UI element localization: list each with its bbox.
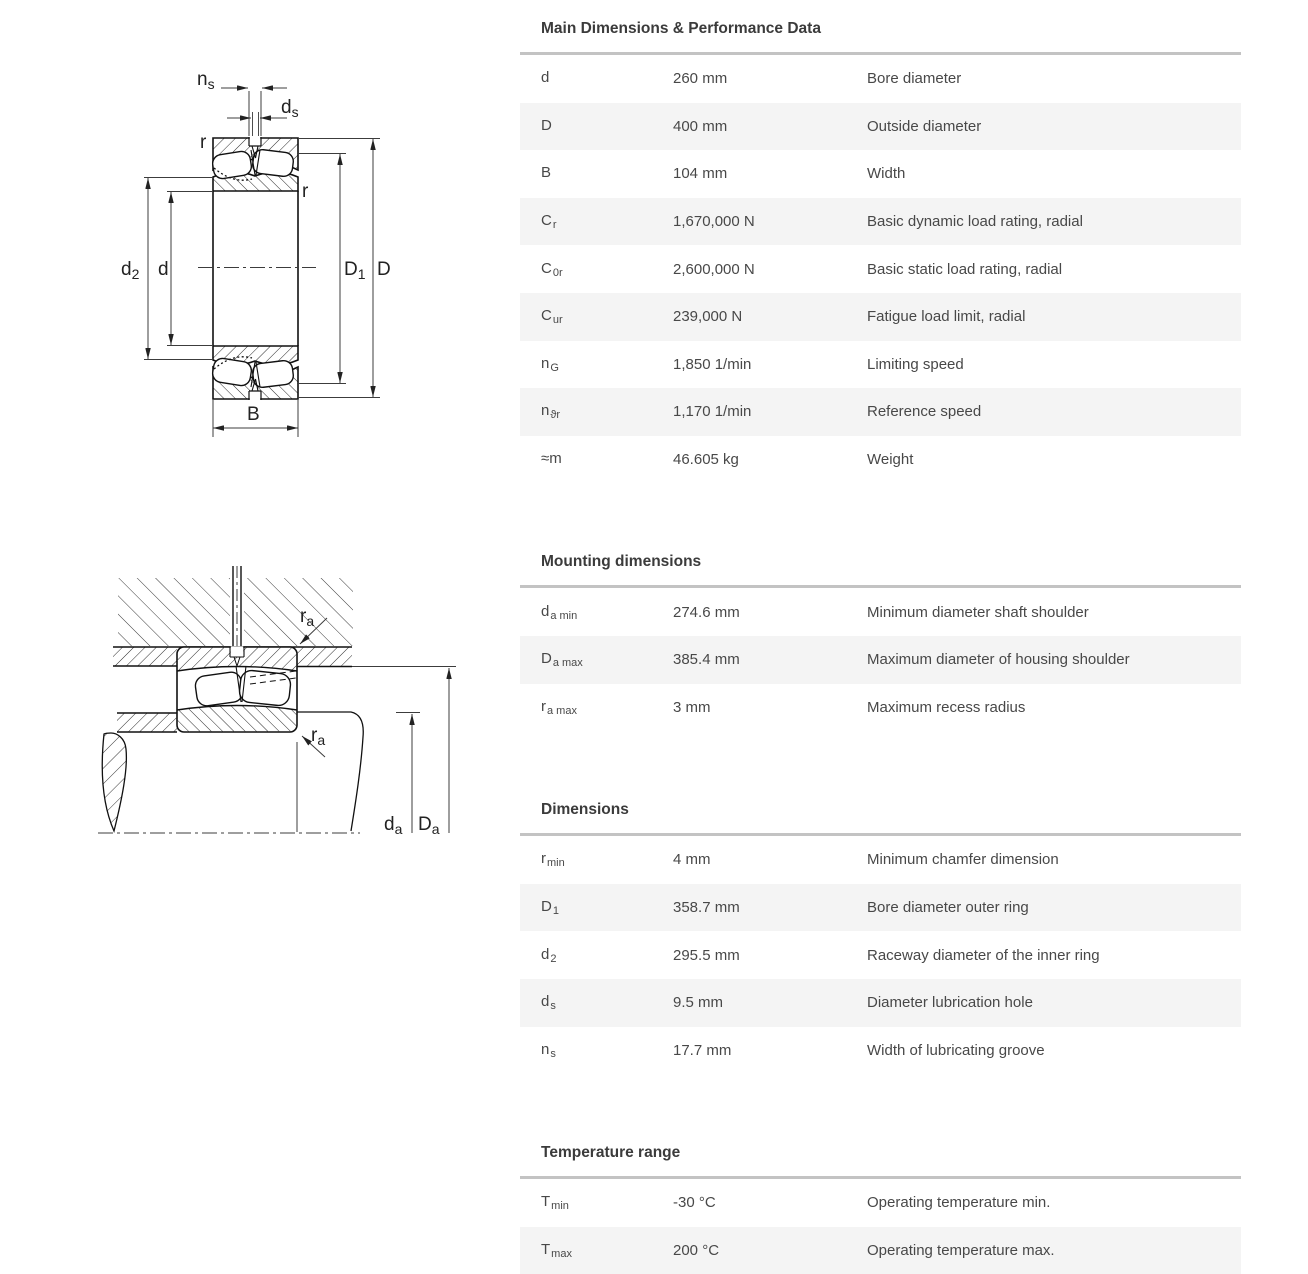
- spec-value: 400 mm: [673, 117, 728, 135]
- spec-description: Weight: [867, 451, 914, 469]
- spec-symbol: d: [541, 69, 550, 87]
- spec-symbol: D: [541, 116, 552, 134]
- section-mounting-dimensions: [520, 533, 1241, 731]
- table-row: [520, 884, 1241, 932]
- table-row: [520, 150, 1241, 198]
- table-row: [520, 388, 1241, 436]
- spec-description: Bore diameter outer ring: [867, 899, 1029, 917]
- spec-symbol: $d_2$: [541, 945, 557, 965]
- spec-symbol: $n_s$: [541, 1040, 556, 1060]
- spec-value: 2,600,000 N: [673, 260, 755, 278]
- spec-description: Reference speed: [867, 403, 982, 421]
- spec-description: Maximum recess radius: [867, 698, 1026, 716]
- section-title: Dimensions: [541, 801, 629, 819]
- spec-description: Outside diameter: [867, 117, 982, 135]
- spec-value: 358.7 mm: [673, 899, 740, 917]
- spec-description: Basic static load rating, radial: [867, 260, 1063, 278]
- spec-value: 260 mm: [673, 70, 728, 88]
- table-row: [520, 588, 1241, 636]
- spec-description: Operating temperature max.: [867, 1241, 1055, 1259]
- table-row: [520, 979, 1241, 1027]
- spec-symbol: $d_s$: [541, 993, 556, 1013]
- spec-value: 4 mm: [673, 851, 711, 869]
- label-r-top: r: [200, 132, 207, 153]
- spec-symbol: $T_{min}$: [541, 1193, 569, 1213]
- table-row: [520, 684, 1241, 732]
- spec-value: 239,000 N: [673, 308, 743, 326]
- spec-symbol: ≈m: [541, 450, 562, 468]
- spec-symbol: $D_{a max}$: [541, 650, 583, 670]
- spec-symbol: $n_G$: [541, 354, 559, 374]
- spec-description: Minimum chamfer dimension: [867, 851, 1059, 869]
- table-row: [520, 341, 1241, 389]
- spec-description: Minimum diameter shaft shoulder: [867, 603, 1089, 621]
- spec-description: Bore diameter: [867, 70, 962, 88]
- table-row: [520, 836, 1241, 884]
- table-row: [520, 1227, 1241, 1274]
- section-dimensions: [520, 781, 1241, 1074]
- spec-value: 17.7 mm: [673, 1041, 732, 1059]
- table-row: [520, 103, 1241, 151]
- table-row: [520, 55, 1241, 103]
- spec-description: Basic dynamic load rating, radial: [867, 213, 1083, 231]
- spec-value: 46.605 kg: [673, 451, 739, 469]
- spec-description: Width: [867, 165, 906, 183]
- spec-description: Fatigue load limit, radial: [867, 308, 1026, 326]
- section-title: Main Dimensions & Performance Data: [541, 20, 821, 37]
- spec-description: Operating temperature min.: [867, 1194, 1051, 1212]
- label-ra-bottom: $r_a$: [311, 725, 326, 748]
- label-D1: $D_1$: [344, 259, 366, 282]
- spec-tables: [520, 0, 1241, 1274]
- spec-value: 3 mm: [673, 698, 711, 716]
- spec-value: -30 °C: [673, 1194, 716, 1212]
- section-title: Mounting dimensions: [541, 553, 702, 571]
- spec-symbol: $r_{a max}$: [541, 697, 577, 717]
- spec-description: Width of lubricating groove: [867, 1041, 1045, 1059]
- spec-value: 104 mm: [673, 165, 728, 183]
- label-da: $d_a$: [384, 814, 403, 837]
- label-d: d: [158, 259, 169, 280]
- spec-value: 9.5 mm: [673, 994, 724, 1012]
- label-B: B: [247, 404, 260, 425]
- spec-description: Diameter lubrication hole: [867, 994, 1033, 1012]
- spec-symbol: $n_{ϑr}$: [541, 402, 561, 422]
- bearing-cross-section-drawing: [121, 69, 391, 437]
- spec-symbol: $C_{ur}$: [541, 307, 563, 327]
- spec-symbol: $D_1$: [541, 898, 559, 918]
- spec-symbol: B: [541, 164, 552, 182]
- spec-value: 274.6 mm: [673, 603, 740, 621]
- spec-value: 385.4 mm: [673, 651, 740, 669]
- label-ds: $d_s$: [281, 97, 299, 120]
- table-row: [520, 245, 1241, 293]
- spec-symbol: $d_{a min}$: [541, 602, 578, 622]
- table-row: [520, 436, 1241, 484]
- spec-value: 1,170 1/min: [673, 403, 752, 421]
- spec-value: 1,850 1/min: [673, 355, 752, 373]
- label-Da: $D_a$: [418, 814, 440, 837]
- mounted-bearing-drawing: [98, 566, 456, 837]
- section-title: Temperature range: [541, 1144, 681, 1162]
- table-row: [520, 293, 1241, 341]
- table-row: [520, 1027, 1241, 1075]
- spec-symbol: $T_{max}$: [541, 1240, 572, 1260]
- section-main-dimensions: [520, 0, 1241, 483]
- spec-value: 295.5 mm: [673, 946, 740, 964]
- section-temperature-range: [520, 1124, 1241, 1274]
- spec-symbol: $C_{0r}$: [541, 259, 563, 279]
- label-d2: $d_2$: [121, 259, 140, 282]
- label-ra-top: $r_a$: [300, 606, 315, 629]
- table-row: [520, 636, 1241, 684]
- spec-description: Limiting speed: [867, 355, 964, 373]
- table-row: [520, 198, 1241, 246]
- table-row: [520, 931, 1241, 979]
- spec-value: 1,670,000 N: [673, 213, 755, 231]
- label-r-right: r: [302, 181, 309, 202]
- spec-symbol: $C_r$: [541, 212, 557, 232]
- spec-value: 200 °C: [673, 1241, 720, 1259]
- spec-symbol: $r_{min}$: [541, 850, 565, 870]
- spec-description: Maximum diameter of housing shoulder: [867, 651, 1130, 669]
- spec-description: Raceway diameter of the inner ring: [867, 946, 1100, 964]
- label-D: D: [377, 259, 391, 280]
- label-ns: $n_s$: [197, 69, 215, 92]
- technical-drawings: [0, 0, 520, 1220]
